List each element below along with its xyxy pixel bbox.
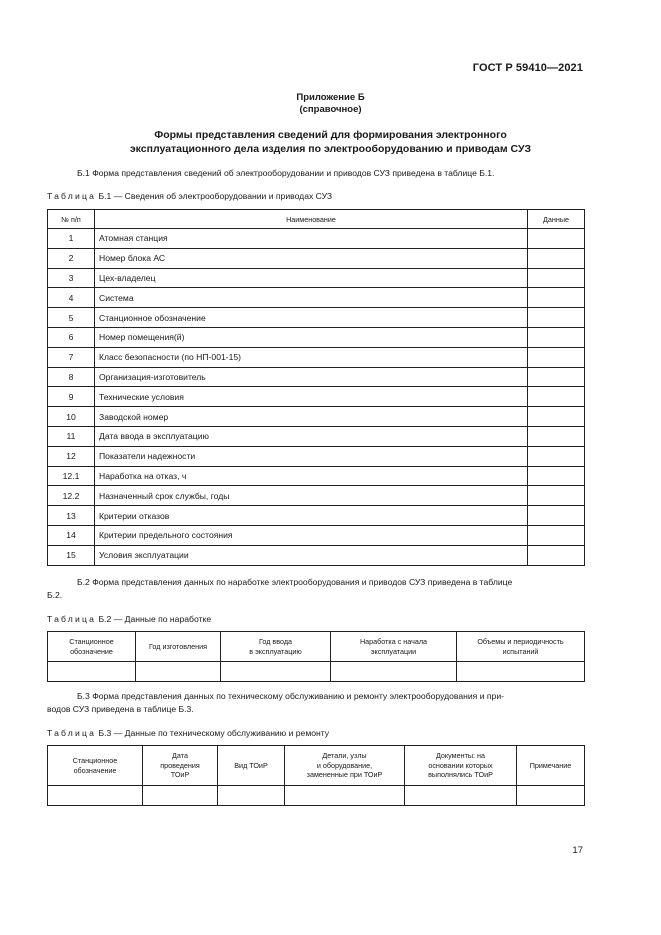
table1-row-data	[528, 446, 585, 466]
annex-heading-line-1: Формы представления сведений для формирования электронного	[154, 129, 507, 141]
table3-header-line: основании которых	[428, 760, 493, 770]
table3-header-line: обозначение	[73, 765, 117, 775]
table1-row	[48, 426, 585, 446]
table2-header-line: эксплуатации	[370, 646, 417, 656]
table3	[47, 745, 585, 806]
table1-header-row	[48, 210, 585, 229]
table1-caption-word: Таблица	[47, 191, 97, 201]
table3-header-cell	[143, 746, 218, 786]
table1	[47, 209, 585, 566]
table1-row-data	[528, 486, 585, 506]
table1-row	[48, 466, 585, 486]
table1-row	[48, 506, 585, 526]
document-code: ГОСТ Р 59410—2021	[472, 62, 583, 74]
table2-header-cell	[331, 632, 457, 662]
table1-row-data	[528, 229, 585, 249]
table1-row	[48, 407, 585, 427]
table2-caption-word: Таблица	[47, 614, 97, 624]
table1-row	[48, 347, 585, 367]
table1-row-name: Организация-изготовитель	[95, 367, 528, 387]
paragraph-b2-line-1: Б.2 Форма представления данных по наработке электрооборудования и приводов СУЗ приведена в таблице	[77, 577, 513, 587]
table3-header-line: замененные при ТОиР	[306, 770, 383, 780]
table1-row	[48, 248, 585, 268]
paragraph-b1: Б.1 Форма представления сведений об электрооборудовании и приводов СУЗ приведена в таблице Б.1.	[77, 168, 495, 178]
table3-caption-text: Б.3 — Данные по техническому обслуживанию и ремонту	[98, 728, 330, 738]
table2-header-line: Год ввода	[258, 637, 293, 646]
table1-row-name: Показатели надежности	[95, 446, 528, 466]
table1-row-data	[528, 525, 585, 545]
table1-row-number: 10	[48, 407, 95, 427]
table2-empty-row	[48, 662, 585, 682]
table1-row-number: 6	[48, 327, 95, 347]
annex-title: Приложение Б	[296, 92, 365, 103]
table1-row-number: 5	[48, 308, 95, 328]
table2-header-line: обозначение	[70, 646, 113, 656]
table3-empty-cell	[285, 786, 405, 806]
table3-empty-cell	[517, 786, 585, 806]
table1-header-num: № п/п	[48, 210, 95, 229]
table1-row-name: Номер помещения(й)	[95, 327, 528, 347]
table1-row-number: 2	[48, 248, 95, 268]
paragraph-b3	[47, 690, 587, 716]
table3-header-line: Дата	[172, 751, 188, 761]
table1-row-number: 4	[48, 288, 95, 308]
table3-header-line: Документы: на	[435, 751, 485, 761]
table2-caption-text: Б.2 — Данные по наработке	[98, 614, 212, 624]
table1-header-data: Данные	[528, 210, 585, 229]
table1-row-data	[528, 268, 585, 288]
table3-caption	[47, 728, 329, 738]
table1-row-data	[528, 308, 585, 328]
table1-row-name: Наработка на отказ, ч	[95, 466, 528, 486]
table1-row-number: 13	[48, 506, 95, 526]
table3-header-line: ТОиР	[170, 770, 190, 780]
table3-empty-row	[48, 786, 585, 806]
table1-row	[48, 308, 585, 328]
table2-empty-cell	[48, 662, 136, 682]
table3-header-cell	[405, 746, 517, 786]
table3-header-line: Станционное	[72, 756, 118, 765]
table2-header-line: Год изготовления	[149, 641, 207, 651]
table1-row-data	[528, 347, 585, 367]
table1-row-number: 3	[48, 268, 95, 288]
paragraph-b3-line-1: Б.3 Форма представления данных по техническому обслуживанию и ремонту электрооборудования и при-	[77, 691, 504, 701]
table1-row-name: Станционное обозначение	[95, 308, 528, 328]
table1-row-data	[528, 466, 585, 486]
table2-header-line: Станционное	[69, 637, 114, 646]
table3-header-cell	[285, 746, 405, 786]
table1-row-name: Критерии отказов	[95, 506, 528, 526]
table1-row	[48, 367, 585, 387]
table1-caption-text: Б.1 — Сведения об электрооборудовании и приводах СУЗ	[98, 191, 333, 201]
table3-header-line: Примечание	[529, 760, 572, 770]
table3-header-cell	[517, 746, 585, 786]
table3-empty-cell	[48, 786, 143, 806]
table1-row	[48, 446, 585, 466]
table3-empty-cell	[218, 786, 285, 806]
table2-header-line: в эксплуатацию	[249, 646, 302, 656]
table1-row-number: 7	[48, 347, 95, 367]
table1-row-data	[528, 426, 585, 446]
table2-header-line: Наработка с начала	[359, 637, 428, 646]
table1-row	[48, 486, 585, 506]
table2-header-cell	[136, 632, 221, 662]
table1-row-number: 11	[48, 426, 95, 446]
table3-caption-word: Таблица	[47, 728, 97, 738]
table3-header-line: выполнялись ТОиР	[428, 770, 493, 780]
table1-row-number: 15	[48, 545, 95, 565]
annex-heading-line-2: эксплуатационного дела изделия по электрооборудованию и приводам СУЗ	[129, 143, 532, 155]
table1-row-number: 12.1	[48, 466, 95, 486]
table2-caption	[47, 614, 211, 624]
table3-empty-cell	[143, 786, 218, 806]
table1-row-number: 8	[48, 367, 95, 387]
table1-row-name: Условия эксплуатации	[95, 545, 528, 565]
table1-row	[48, 525, 585, 545]
table1-row	[48, 288, 585, 308]
table1-row-data	[528, 327, 585, 347]
table1-row-number: 12.2	[48, 486, 95, 506]
table3-header-cell	[48, 746, 143, 786]
table2-empty-cell	[331, 662, 457, 682]
table2-header-cell	[221, 632, 331, 662]
table2-header-line: Объемы и периодичность	[477, 637, 564, 646]
table2-header-cell	[48, 632, 136, 662]
table1-row-data	[528, 367, 585, 387]
table3-header-row	[48, 746, 585, 786]
table1-row-name: Класс безопасности (по НП-001-15)	[95, 347, 528, 367]
table1-row-name: Система	[95, 288, 528, 308]
table1-row	[48, 327, 585, 347]
table1-row-number: 9	[48, 387, 95, 407]
table3-header-line: проведения	[160, 760, 200, 770]
paragraph-b2-line-2: Б.2.	[47, 590, 63, 600]
table1-row-name: Цех-владелец	[95, 268, 528, 288]
table3-header-line: и оборудование,	[316, 760, 373, 770]
table2-header-line: испытаний	[502, 646, 539, 656]
table1-row-data	[528, 387, 585, 407]
table1-row-data	[528, 545, 585, 565]
table2-header-row	[48, 632, 585, 662]
table1-row-number: 14	[48, 525, 95, 545]
table1-row	[48, 229, 585, 249]
table3-empty-cell	[405, 786, 517, 806]
table1-caption	[47, 191, 332, 201]
page-number: 17	[572, 845, 583, 856]
table1-row-name: Критерии предельного состояния	[95, 525, 528, 545]
paragraph-b3-line-2: водов СУЗ приведена в таблице Б.3.	[47, 704, 194, 714]
table2	[47, 631, 585, 682]
annex-subtitle: (справочное)	[299, 104, 362, 115]
table1-row-data	[528, 407, 585, 427]
table1-row-data	[528, 288, 585, 308]
table1-row-data	[528, 248, 585, 268]
table2-empty-cell	[221, 662, 331, 682]
table1-row-name: Заводской номер	[95, 407, 528, 427]
table1-row-name: Дата ввода в эксплуатацию	[95, 426, 528, 446]
table1-row-name: Назначенный срок службы, годы	[95, 486, 528, 506]
annex-heading	[0, 128, 661, 156]
table3-header-line: Вид ТОиР	[234, 760, 268, 770]
table1-row	[48, 268, 585, 288]
table2-empty-cell	[457, 662, 585, 682]
table1-row-name: Технические условия	[95, 387, 528, 407]
paragraph-b2	[47, 576, 587, 602]
table2-empty-cell	[136, 662, 221, 682]
table1-row	[48, 387, 585, 407]
table1-row-number: 1	[48, 229, 95, 249]
table1-row-data	[528, 506, 585, 526]
table1-row-name: Номер блока АС	[95, 248, 528, 268]
table1-row	[48, 545, 585, 565]
table3-header-line: Детали, узлы	[322, 751, 367, 761]
table1-row-name: Атомная станция	[95, 229, 528, 249]
table2-header-cell	[457, 632, 585, 662]
table3-header-cell	[218, 746, 285, 786]
table1-row-number: 12	[48, 446, 95, 466]
table1-header-name: Наименование	[95, 210, 528, 229]
